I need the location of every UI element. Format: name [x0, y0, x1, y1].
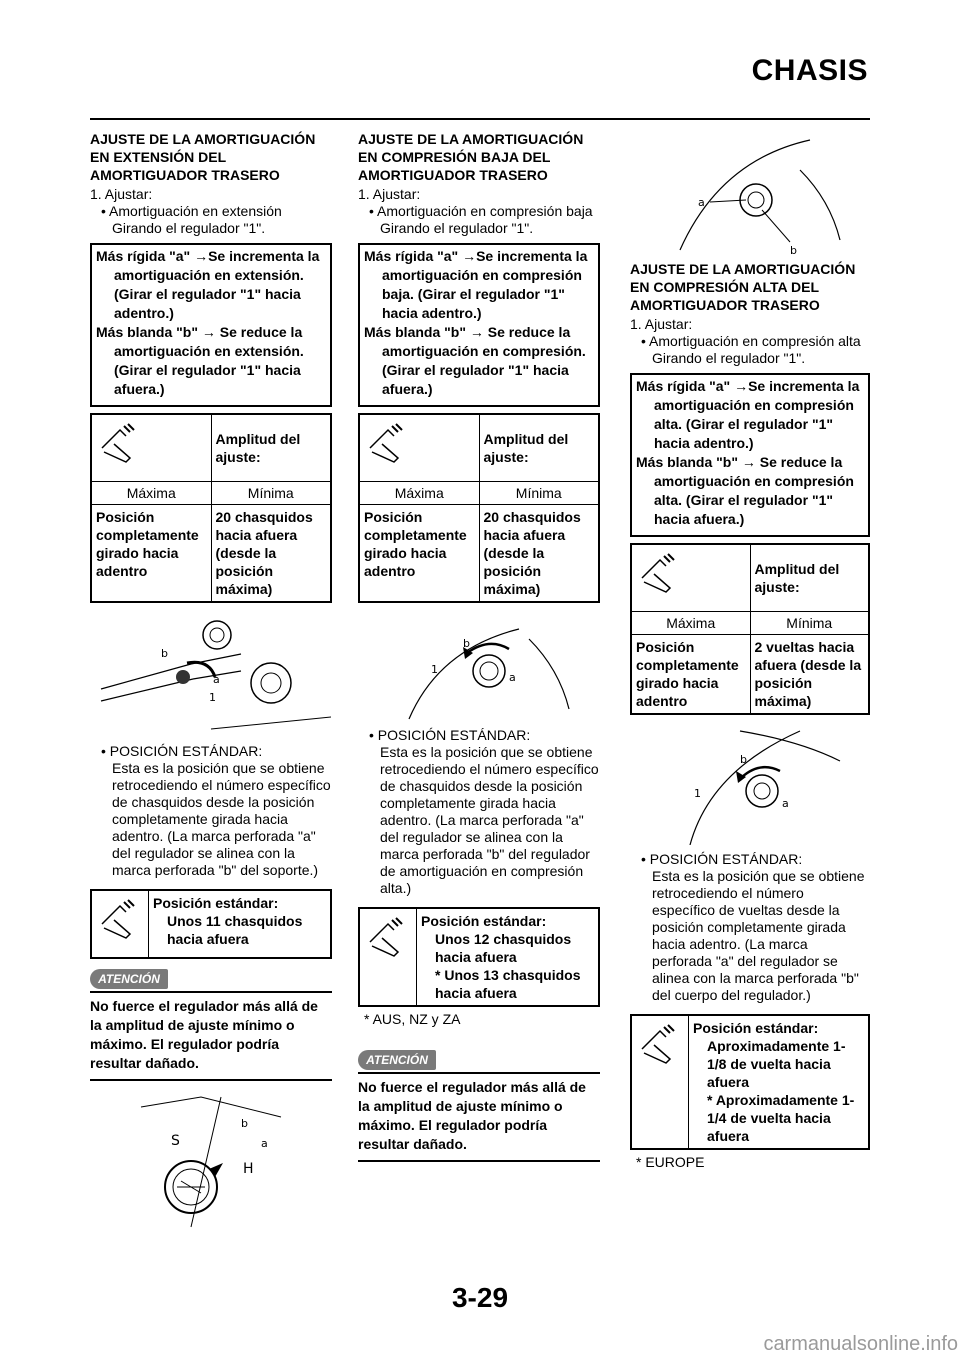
label-b: b — [463, 637, 470, 650]
adjust-info-box — [90, 243, 332, 407]
high-compression-top-illustration — [650, 130, 850, 256]
rebound-marks-illustration — [131, 1087, 291, 1237]
standard-position-bullet: • POSICIÓN ESTÁNDAR: — [641, 851, 803, 867]
caution-badge: ATENCIÓN — [358, 1050, 436, 1070]
caution-text: No fuerce el regulador más allá de la amplitud de ajuste mínimo o máximo. El regulador podría resultar dañado. — [90, 998, 318, 1071]
section-heading: AJUSTE DE LA AMORTIGUACIÓN EN COMPRESIÓN ALTA DEL AMORTIGUADOR TRASERO — [630, 261, 856, 313]
gauge-icon — [631, 544, 750, 612]
header-rule — [90, 118, 870, 120]
label-b: b — [161, 647, 168, 660]
softer-text: Más blanda "b" → Se reduce la amortiguación en extensión. (Girar el regulador "1" hacia afuera.) — [96, 324, 304, 397]
label-a: a — [213, 673, 220, 686]
stiffer-text: Más rígida "a" →Se incrementa la amortiguación en compresión baja. (Girar el regulador "1" hacia adentro.) — [364, 248, 588, 321]
bullet-sub: Girando el regulador "1". — [112, 220, 266, 236]
stiffer-text: Más rígida "a" →Se incrementa la amortiguación en compresión alta. (Girar el regulador "1" hacia adentro.) — [636, 378, 860, 451]
spec-title: Amplitud del ajuste: — [750, 544, 869, 612]
label-1: 1 — [209, 691, 216, 704]
caution-badge: ATENCIÓN — [90, 969, 168, 989]
label-h: H — [243, 1161, 254, 1177]
rebound-adjuster-illustration — [91, 609, 331, 737]
bullet-sub: Girando el regulador "1". — [380, 220, 534, 236]
spec-col-min: Mínima — [750, 612, 869, 635]
section-heading: AJUSTE DE LA AMORTIGUACIÓN EN EXTENSIÓN DEL AMORTIGUADOR TRASERO — [90, 131, 316, 183]
standard-position-content: Posición estándar: Unos 11 chasquidos hacia afuera — [149, 890, 332, 958]
watermark: carmanualsonline.info — [763, 1333, 958, 1355]
stiffer-text: Más rígida "a" →Se incrementa la amortiguación en extensión. (Girar el regulador "1" hacia adentro.) — [96, 248, 320, 321]
standard-position-text: Esta es la posición que se obtiene retrocediendo el número específico de vueltas desde la posición completamente girada hacia adentro. (La marca perforada "a" del regulador se alinea con la marca perforada "b" del cuerpo del regulador.) — [652, 868, 865, 1003]
label-1: 1 — [431, 663, 438, 676]
caution-header — [358, 1046, 600, 1074]
spec-max-value: Posición completamente girado hacia adentro — [91, 505, 211, 603]
label-a: a — [782, 797, 789, 810]
spec-max-value: Posición completamente girado hacia adentro — [631, 635, 750, 715]
label-b: b — [790, 244, 797, 256]
bullet-sub: Girando el regulador "1". — [652, 350, 806, 366]
adjust-range-table — [630, 543, 870, 715]
standard-position-content: Posición estándar: Unos 12 chasquidos hacia afuera * Unos 13 chasquidos hacia afuera — [417, 908, 600, 1006]
caution-header — [90, 965, 332, 993]
label-a: a — [509, 671, 516, 684]
spec-title: Amplitud del ajuste: — [211, 414, 331, 482]
high-compression-illustration — [650, 721, 850, 845]
spec-col-max: Máxima — [631, 612, 750, 635]
column-high-compression — [630, 130, 870, 1171]
footnote: * EUROPE — [636, 1154, 705, 1170]
gauge-icon — [91, 414, 211, 482]
caution-text: No fuerce el regulador más allá de la amplitud de ajuste mínimo o máximo. El regulador podría resultar dañado. — [358, 1079, 586, 1152]
standard-position-text: Esta es la posición que se obtiene retrocediendo el número específico de chasquidos desde la posición completamente girada hacia adentro. (La marca perforada "a" del regulador se alinea con la marca perforada "b" del regulador de amortiguación en compresión alta.) — [380, 744, 599, 896]
standard-position-box — [90, 889, 332, 959]
spec-col-min: Mínima — [211, 482, 331, 505]
spec-col-min: Mínima — [479, 482, 599, 505]
standard-position-bullet: • POSICIÓN ESTÁNDAR: — [101, 743, 263, 759]
label-a: a — [698, 196, 705, 209]
softer-text: Más blanda "b" → Se reduce la amortiguación en compresión alta. (Girar el regulador "1" hacia afuera.) — [636, 454, 854, 527]
spec-title: Amplitud del ajuste: — [479, 414, 599, 482]
page-title: CHASIS — [751, 54, 868, 87]
adjust-info-box — [630, 373, 870, 537]
label-a: a — [261, 1137, 268, 1150]
spec-max-value: Posición completamente girado hacia adentro — [359, 505, 479, 603]
low-compression-illustration — [379, 609, 579, 721]
spec-col-max: Máxima — [91, 482, 211, 505]
spec-min-value: 20 chasquidos hacia afuera (desde la posición máxima) — [479, 505, 599, 603]
softer-text: Más blanda "b" → Se reduce la amortiguación en compresión. (Girar el regulador "1" hacia afuera.) — [364, 324, 586, 397]
page-number: 3-29 — [451, 1282, 509, 1313]
adjust-info-box — [358, 243, 600, 407]
standard-position-box — [358, 907, 600, 1007]
bullet-item: • Amortiguación en compresión alta — [641, 333, 861, 349]
standard-position-bullet: • POSICIÓN ESTÁNDAR: — [369, 727, 531, 743]
standard-position-content: Posición estándar: Aproximadamente 1-1/8 de vuelta hacia afuera * Aproximadamente 1-1/4 de vuelta hacia afuera — [689, 1015, 870, 1149]
footnote: * AUS, NZ y ZA — [364, 1011, 461, 1027]
caution-rule — [358, 1160, 600, 1162]
spec-min-value: 2 vueltas hacia afuera (desde la posición máxima) — [750, 635, 869, 715]
column-rebound-damping — [90, 130, 332, 1243]
step-adjust: 1. Ajustar: — [90, 186, 153, 202]
caution-rule — [90, 1079, 332, 1081]
standard-position-box — [630, 1014, 870, 1150]
step-adjust: 1. Ajustar: — [358, 186, 421, 202]
step-adjust: 1. Ajustar: — [630, 316, 693, 332]
spec-col-max: Máxima — [359, 482, 479, 505]
column-low-compression — [358, 130, 600, 1162]
label-b: b — [740, 753, 747, 766]
standard-position-text: Esta es la posición que se obtiene retrocediendo el número específico de chasquidos desde la posición completamente girada hacia adentro. (La marca perforada "a" del regulador se alinea con la marca perforada "b" del soporte.) — [112, 760, 331, 878]
gauge-icon — [91, 890, 149, 958]
label-1: 1 — [694, 787, 701, 800]
section-heading: AJUSTE DE LA AMORTIGUACIÓN EN COMPRESIÓN BAJA DEL AMORTIGUADOR TRASERO — [358, 131, 584, 183]
label-b: b — [241, 1117, 248, 1130]
adjust-range-table — [358, 413, 600, 603]
gauge-icon — [631, 1015, 689, 1149]
label-s: S — [171, 1133, 180, 1149]
bullet-item: • Amortiguación en compresión baja — [369, 203, 593, 219]
gauge-icon — [359, 414, 479, 482]
spec-min-value: 20 chasquidos hacia afuera (desde la posición máxima) — [211, 505, 331, 603]
bullet-item: • Amortiguación en extensión — [101, 203, 282, 219]
gauge-icon — [359, 908, 417, 1006]
adjust-range-table — [90, 413, 332, 603]
